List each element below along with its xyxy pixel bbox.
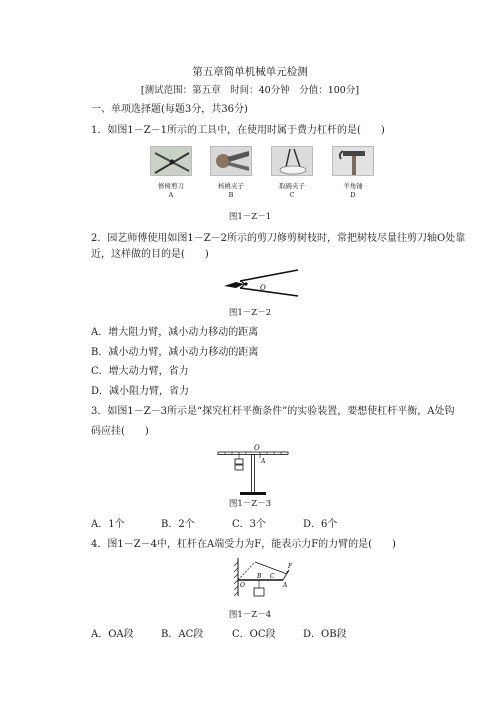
- q4-option-d: D．OB段: [303, 629, 347, 640]
- lever-pivot-label: O: [254, 444, 260, 452]
- q1-photo-c-bowl-tongs: [271, 146, 313, 176]
- q1-option-c-label: 取碗夹子: [279, 182, 305, 190]
- test-scope-line: [测试范围：第五章 时间：40分钟 分值：100分]: [140, 85, 360, 96]
- question-1-text: 1．如图1－Z－1所示的工具中，在使用时属于费力杠杆的是( ): [91, 125, 385, 136]
- figure-1-caption: 图1－Z－1: [228, 212, 272, 222]
- q3-option-a: A．1个: [91, 519, 125, 530]
- q1-photo-b-nutcracker: [210, 146, 252, 176]
- q4-option-c: C．OC段: [232, 629, 276, 640]
- page-title: 第五章简单机械单元检测: [192, 66, 308, 78]
- q1-option-d-letter: D: [350, 191, 356, 199]
- lever-force-arm-diagram: [233, 556, 293, 602]
- q4-option-a: A．OA段: [91, 629, 134, 640]
- q2-option-d: D．减小阻力臂，省力: [91, 386, 190, 397]
- figure-3-caption: 图1－Z－3: [228, 499, 272, 509]
- q1-option-b-letter: B: [228, 191, 234, 199]
- q2-option-a: A．增大阻力臂，减小动力移动的距离: [91, 327, 259, 338]
- question-2-line-1: 2．园艺师傅使用如图1－Z－2所示的剪刀修剪树枝时，常把树枝尽量往剪刀轴O处靠: [91, 233, 466, 244]
- q1-photo-a-pruning-shears: [150, 146, 192, 176]
- figure-4-caption: 图1－Z－4: [228, 610, 272, 620]
- lever-balance-diagram: [218, 444, 288, 496]
- q1-option-a-letter: A: [168, 191, 174, 199]
- force-diagram-label-c: C: [270, 573, 275, 580]
- q3-option-d: D．6个: [303, 519, 338, 530]
- force-diagram-label-o: O: [240, 582, 245, 589]
- question-3-line-2: 码应挂( ): [91, 426, 149, 437]
- force-diagram-label-b: B: [257, 573, 262, 580]
- force-diagram-label-a: A: [283, 582, 288, 589]
- question-4-text: 4．图1－Z－4中，杠杆在A端受力为F，能表示力F的力臂的是( ): [91, 539, 396, 550]
- q1-option-a-label: 修树剪刀: [158, 182, 184, 190]
- figure-2-caption: 图1－Z－2: [228, 308, 272, 318]
- q1-option-c-letter: C: [289, 191, 295, 199]
- q2-option-b: B．减小动力臂，减小动力移动的距离: [91, 347, 259, 358]
- q1-photo-d-claw-hammer: [332, 146, 374, 176]
- question-2-line-2: 近，这样做的目的是( ): [91, 249, 209, 260]
- q1-option-b-label: 核桃夹子: [218, 182, 244, 190]
- q3-option-b: B．2个: [161, 519, 195, 530]
- scissors-diagram: [220, 264, 300, 304]
- q2-option-c: C．增大动力臂，省力: [91, 366, 189, 377]
- q4-option-b: B．AC段: [161, 629, 204, 640]
- q3-option-c: C．3个: [232, 519, 267, 530]
- lever-point-a-label: A: [261, 458, 266, 465]
- scissors-pivot-label: O: [260, 284, 266, 292]
- force-diagram-label-f: F: [288, 563, 293, 570]
- q1-option-d-label: 羊角锤: [343, 182, 363, 190]
- question-3-line-1: 3．如图1－Z－3所示是“探究杠杆平衡条件”的实验装置，要想使杠杆平衡，A处钩: [91, 406, 455, 417]
- section-heading: 一、单项选择题(每题3分，共36分): [91, 104, 248, 115]
